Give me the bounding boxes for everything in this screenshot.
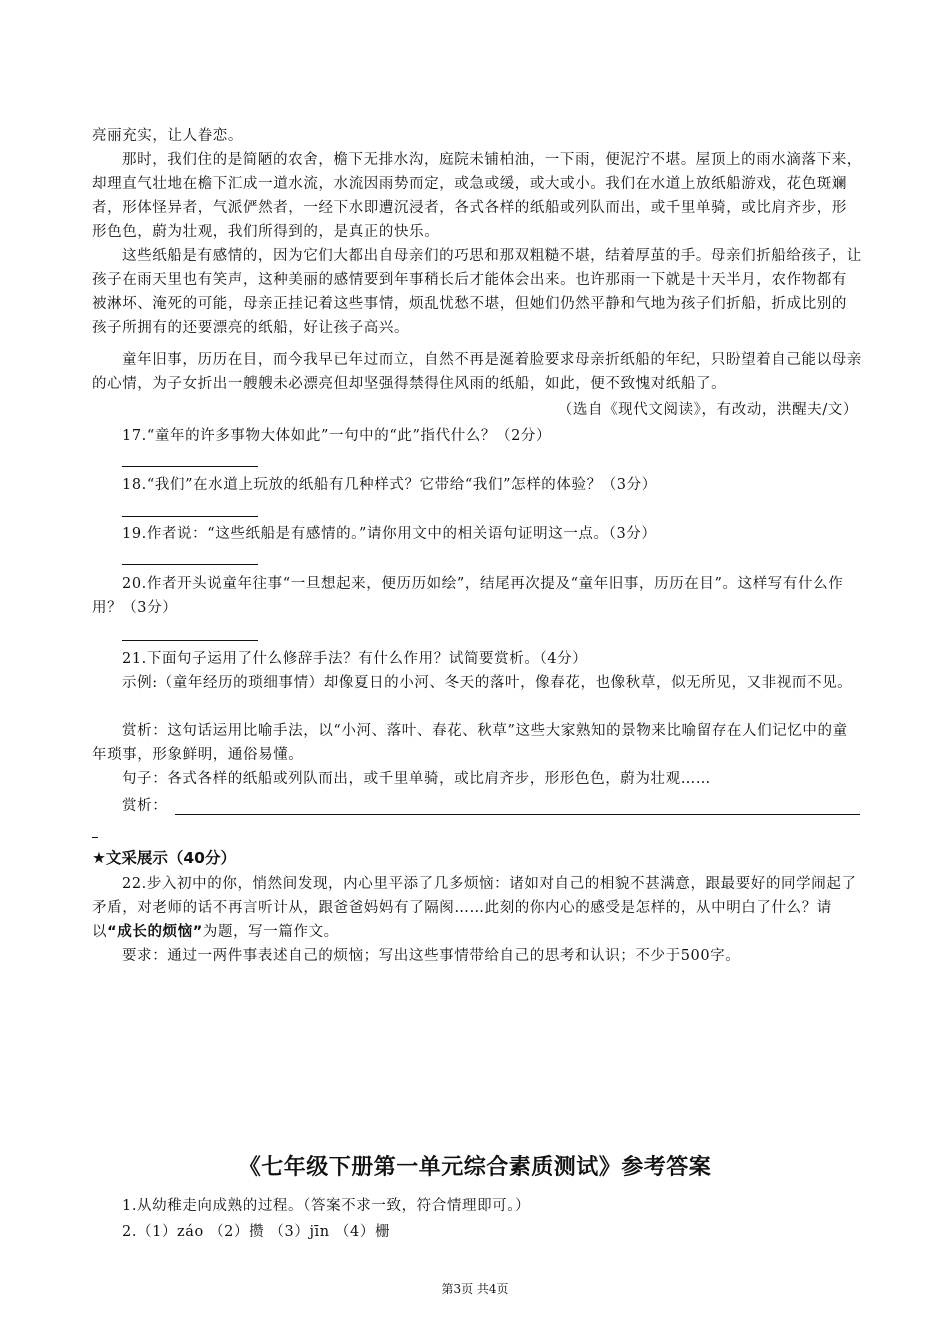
passage-paragraph-3: 童年旧事，历历在目，而今我早已年过而立，自然不再是涎着脸要求母亲折纸船的年纪，只盼望着自己能以母亲的心情，为子女折出一艘艘未必漂亮但却坚强得禁得住风雨的纸船，如此，便不致愧对纸船了。 — [92, 352, 862, 392]
question-21-answer-label: 赏析： — [122, 798, 168, 814]
question-18: 18.“我们”在水道上玩放的纸船有几种样式？它带给“我们”怎样的体验？（3分） — [122, 477, 657, 493]
answer-line-21[interactable] — [175, 814, 860, 815]
question-22-text-b: 为题，写一篇作文。 — [202, 924, 339, 940]
question-21-example: 示例:（童年经历的琐细事情）却像夏日的小河、冬天的落叶，像春花，也像秋草，似无所见，又非视而不见。 — [122, 675, 853, 691]
passage-source: （选自《现代文阅读》，有改动，洪醒夫/文） — [557, 402, 858, 418]
question-21-sentence: 句子：各式各样的纸船或列队而出，或千里单骑，或比肩齐步，形形色色，蔚为壮观…… — [122, 771, 711, 787]
passage-paragraph-2: 这些纸船是有感情的，因为它们大都出自母亲们的巧思和那双粗糙不堪，结着厚茧的手。母亲们折船给孩子，让孩子在雨天里也有笑声，这种美丽的感情要到年事稍长后才能体会出来。也许那雨一下就是十天半月，农作物都有被淋坏、淹死的可能，母亲正挂记着这些事情，烦乱忧愁不堪，但她们仍然平静和气地为孩子们折船，折成比别的孩子所拥有的还要漂亮的纸船，好让孩子高兴。 — [92, 248, 862, 336]
writing-section-heading: ★文采展示（40分） — [92, 849, 236, 867]
question-22-title: “成长的烦恼” — [107, 924, 203, 940]
answer-1: 1.从幼稚走向成熟的过程。（答案不求一致，符合情理即可。） — [122, 1198, 531, 1214]
stray-dash — [92, 837, 98, 838]
question-19: 19.作者说：“这些纸船是有感情的。”请你用文中的相关语句证明这一点。（3分） — [122, 526, 657, 542]
answer-line-20[interactable] — [122, 640, 258, 641]
question-22-text-a: 22.步入初中的你，悄然间发现，内心里平添了几多烦恼：诸如对自己的相貌不甚满意，跟最要好的同学闹起了矛盾，对老师的话不再言听计从，跟爸爸妈妈有了隔阂……此刻的你内心的感受是怎样的，从中明白了什么？请以 — [92, 876, 857, 940]
question-21: 21.下面句子运用了什么修辞手法？有什么作用？试简要赏析。（4分） — [122, 651, 588, 667]
answer-2: 2.（1）záo （2）攒 （3）jīn （4）栅 — [122, 1224, 391, 1240]
page-footer: 第3页 共4页 — [441, 1282, 509, 1296]
question-20: 20.作者开头说童年往事“一旦想起来，便历历如绘”，结尾再次提及“童年旧事，历历在目”。这样写有什么作用？（3分） — [92, 576, 844, 616]
passage-paragraph-1: 那时，我们住的是简陋的农舍，檐下无排水沟，庭院未铺柏油，一下雨，便泥泞不堪。屋顶上的雨水滴落下来，却理直气壮地在檐下汇成一道水流，水流因雨势而定，或急或缓，或大或小。我们在水道上放纸船游戏，花色斑斓者，形体怪异者，气派俨然者，一经下水即遭沉浸者，各式各样的纸船或列队而出，或千里单骑，或比肩齐步，形形色色，蔚为壮观，我们所得到的，是真正的快乐。 — [92, 152, 862, 240]
question-17: 17.“童年的许多事物大体如此”一句中的“此”指代什么？（2分） — [122, 428, 552, 444]
answer-key-title: 《七年级下册第一单元综合素质测试》参考答案 — [238, 1154, 712, 1180]
answer-line-19[interactable] — [122, 564, 258, 565]
question-22 — [92, 872, 862, 944]
question-22-requirement: 要求：通过一两件事表述自己的烦恼；写出这些事情带给自己的思考和认识；不少于500字。 — [122, 948, 741, 964]
answer-line-18[interactable] — [122, 516, 258, 517]
answer-line-17[interactable] — [122, 466, 258, 467]
passage-fragment: 亮丽充实，让人眷恋。 — [92, 128, 243, 144]
question-21-analysis: 赏析：这句话运用比喻手法，以“小河、落叶、春花、秋草”这些大家熟知的景物来比喻留存在人们记忆中的童年琐事，形象鲜明，通俗易懂。 — [92, 723, 848, 763]
